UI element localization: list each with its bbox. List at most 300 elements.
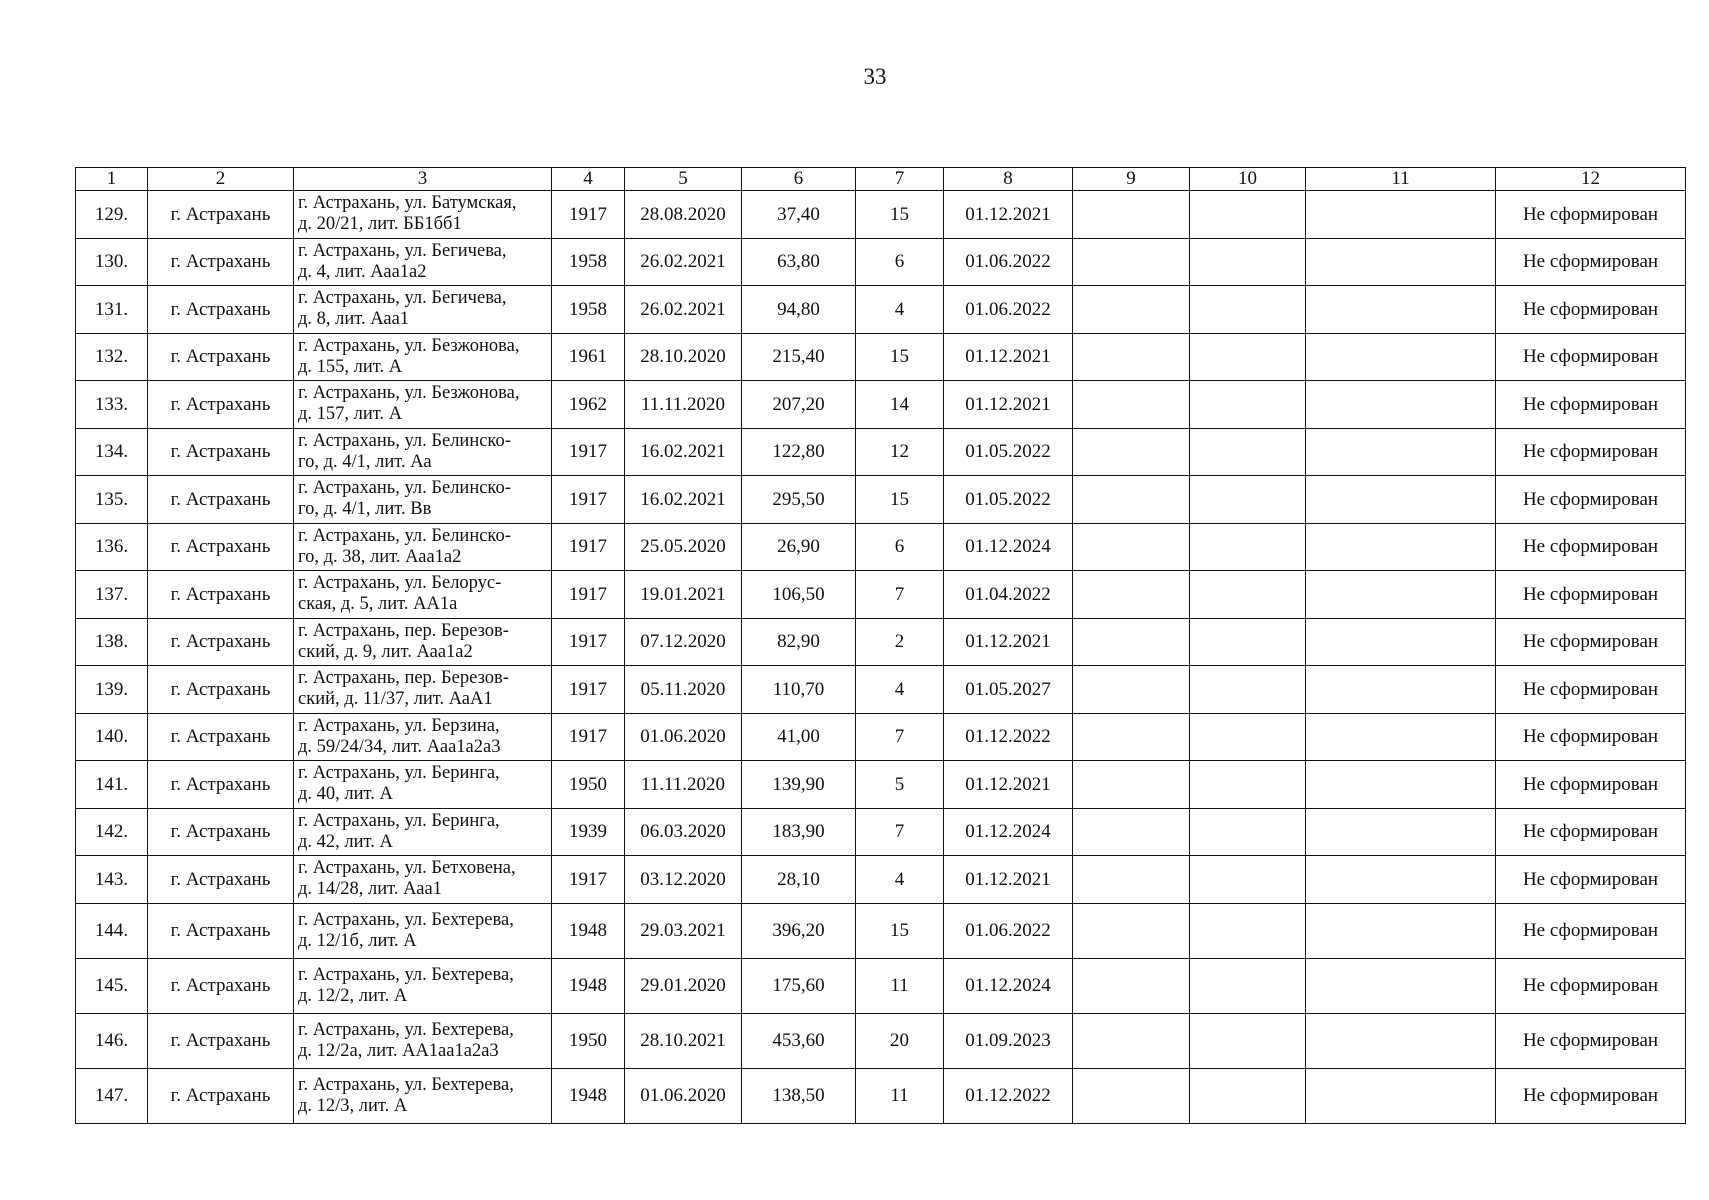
area-cell: 122,80 [742,428,856,476]
column-11-cell [1306,476,1496,524]
column-11-cell [1306,958,1496,1013]
column-11-cell [1306,618,1496,666]
table-row [76,476,1686,524]
column-10-cell [1190,1013,1306,1068]
address-cell [294,958,552,1013]
city-cell: г. Астрахань [148,571,294,619]
address-line: д. 14/28, лит. Ааа1 [298,879,442,900]
year-cell: 1917 [552,476,625,524]
address-line: го, д. 38, лит. Ааа1а2 [298,546,462,567]
column-11-cell [1306,1068,1496,1123]
area-cell: 295,50 [742,476,856,524]
row-number-cell: 146. [76,1013,148,1068]
address-line: г. Астрахань, ул. Безжонова, [298,383,520,404]
area-cell: 28,10 [742,856,856,904]
address-line: г. Астрахань, ул. Бехтерева, [298,1074,514,1095]
column-10-cell [1190,618,1306,666]
table-row [76,958,1686,1013]
address-line: г. Астрахань, пер. Березов- [298,668,509,689]
table-row [76,1013,1686,1068]
address-line: г. Астрахань, ул. Батумская, [298,193,517,214]
city-cell: г. Астрахань [148,618,294,666]
column-10-cell [1190,191,1306,239]
column-9-cell [1073,333,1190,381]
area-cell: 207,20 [742,381,856,429]
deadline-cell: 01.12.2021 [944,761,1073,809]
year-cell: 1917 [552,523,625,571]
address-line: г. Астрахань, ул. Бегичева, [298,240,507,261]
count-cell: 14 [856,381,944,429]
address-cell [294,523,552,571]
deadline-cell: 01.12.2022 [944,713,1073,761]
count-cell: 15 [856,333,944,381]
table-row [76,618,1686,666]
table-row [76,428,1686,476]
address-cell [294,761,552,809]
column-11-cell [1306,381,1496,429]
column-number-row [76,168,1686,191]
column-9-cell [1073,476,1190,524]
deadline-cell: 01.06.2022 [944,903,1073,958]
address-line: д. 12/2а, лит. АА1аа1а2а3 [298,1040,499,1061]
address-cell [294,428,552,476]
city-cell: г. Астрахань [148,476,294,524]
address-line: д. 157, лит. А [298,404,403,425]
date-cell: 01.06.2020 [625,1068,742,1123]
column-9-cell [1073,381,1190,429]
area-cell: 215,40 [742,333,856,381]
address-line: го, д. 4/1, лит. Аа [298,451,432,472]
count-cell: 11 [856,1068,944,1123]
status-cell: Не сформирован [1496,808,1686,856]
status-cell: Не сформирован [1496,713,1686,761]
status-cell: Не сформирован [1496,476,1686,524]
city-cell: г. Астрахань [148,666,294,714]
row-number-cell: 132. [76,333,148,381]
row-number-cell: 135. [76,476,148,524]
count-cell: 15 [856,191,944,239]
year-cell: 1917 [552,618,625,666]
address-line: г. Астрахань, ул. Белинско- [298,430,511,451]
table-row [76,666,1686,714]
count-cell: 2 [856,618,944,666]
column-11-cell [1306,903,1496,958]
address-cell [294,808,552,856]
column-9-cell [1073,958,1190,1013]
address-line: г. Астрахань, ул. Беринга, [298,810,500,831]
city-cell: г. Астрахань [148,333,294,381]
column-10-cell [1190,476,1306,524]
date-cell: 28.10.2020 [625,333,742,381]
registry-table [75,167,1686,1124]
deadline-cell: 01.05.2022 [944,428,1073,476]
status-cell: Не сформирован [1496,958,1686,1013]
date-cell: 26.02.2021 [625,238,742,286]
column-header: 6 [742,168,856,191]
column-9-cell [1073,903,1190,958]
column-header: 10 [1190,168,1306,191]
table-row [76,238,1686,286]
address-line: го, д. 4/1, лит. Вв [298,499,432,520]
column-9-cell [1073,856,1190,904]
date-cell: 01.06.2020 [625,713,742,761]
column-10-cell [1190,381,1306,429]
date-cell: 28.10.2021 [625,1013,742,1068]
area-cell: 138,50 [742,1068,856,1123]
column-header: 7 [856,168,944,191]
row-number-cell: 145. [76,958,148,1013]
city-cell: г. Астрахань [148,1013,294,1068]
address-line: г. Астрахань, ул. Бегичева, [298,288,507,309]
column-header: 5 [625,168,742,191]
date-cell: 05.11.2020 [625,666,742,714]
table-row [76,1068,1686,1123]
column-header: 2 [148,168,294,191]
city-cell: г. Астрахань [148,903,294,958]
count-cell: 11 [856,958,944,1013]
row-number-cell: 147. [76,1068,148,1123]
column-11-cell [1306,856,1496,904]
status-cell: Не сформирован [1496,903,1686,958]
column-11-cell [1306,428,1496,476]
status-cell: Не сформирован [1496,856,1686,904]
row-number-cell: 144. [76,903,148,958]
area-cell: 63,80 [742,238,856,286]
row-number-cell: 129. [76,191,148,239]
date-cell: 07.12.2020 [625,618,742,666]
deadline-cell: 01.12.2021 [944,856,1073,904]
column-11-cell [1306,1013,1496,1068]
count-cell: 5 [856,761,944,809]
city-cell: г. Астрахань [148,856,294,904]
table-row [76,903,1686,958]
column-9-cell [1073,1068,1190,1123]
date-cell: 16.02.2021 [625,476,742,524]
column-9-cell [1073,428,1190,476]
address-line: д. 20/21, лит. ББ1бб1 [298,214,462,235]
page-number: 33 [863,64,887,89]
column-11-cell [1306,808,1496,856]
count-cell: 15 [856,476,944,524]
column-10-cell [1190,523,1306,571]
row-number-cell: 140. [76,713,148,761]
row-number-cell: 143. [76,856,148,904]
deadline-cell: 01.12.2021 [944,333,1073,381]
address-cell [294,856,552,904]
column-11-cell [1306,238,1496,286]
city-cell: г. Астрахань [148,713,294,761]
status-cell: Не сформирован [1496,666,1686,714]
deadline-cell: 01.12.2021 [944,381,1073,429]
table-row [76,191,1686,239]
address-line: г. Астрахань, ул. Бетховена, [298,858,516,879]
address-cell [294,191,552,239]
city-cell: г. Астрахань [148,808,294,856]
address-line: ский, д. 9, лит. Ааа1а2 [298,641,473,662]
status-cell: Не сформирован [1496,523,1686,571]
column-10-cell [1190,1068,1306,1123]
column-9-cell [1073,666,1190,714]
address-line: д. 12/3, лит. А [298,1095,408,1116]
address-cell [294,333,552,381]
count-cell: 7 [856,808,944,856]
row-number-cell: 130. [76,238,148,286]
column-10-cell [1190,666,1306,714]
address-line: д. 59/24/34, лит. Ааа1а2а3 [298,736,501,757]
address-cell [294,286,552,334]
year-cell: 1939 [552,808,625,856]
city-cell: г. Астрахань [148,381,294,429]
area-cell: 94,80 [742,286,856,334]
address-cell [294,1068,552,1123]
column-header: 12 [1496,168,1686,191]
column-11-cell [1306,333,1496,381]
year-cell: 1917 [552,666,625,714]
column-9-cell [1073,191,1190,239]
address-line: д. 155, лит. А [298,356,403,377]
area-cell: 37,40 [742,191,856,239]
city-cell: г. Астрахань [148,1068,294,1123]
area-cell: 82,90 [742,618,856,666]
address-line: д. 12/2, лит. А [298,985,408,1006]
city-cell: г. Астрахань [148,238,294,286]
address-cell [294,238,552,286]
date-cell: 03.12.2020 [625,856,742,904]
address-cell [294,571,552,619]
area-cell: 396,20 [742,903,856,958]
date-cell: 26.02.2021 [625,286,742,334]
address-line: ский, д. 11/37, лит. АаА1 [298,689,493,710]
address-line: д. 8, лит. Ааа1 [298,309,410,330]
count-cell: 7 [856,713,944,761]
deadline-cell: 01.05.2022 [944,476,1073,524]
area-cell: 106,50 [742,571,856,619]
row-number-cell: 137. [76,571,148,619]
status-cell: Не сформирован [1496,381,1686,429]
column-10-cell [1190,903,1306,958]
count-cell: 7 [856,571,944,619]
address-line: г. Астрахань, ул. Белинско- [298,525,511,546]
table-row [76,856,1686,904]
address-cell [294,381,552,429]
status-cell: Не сформирован [1496,333,1686,381]
column-11-cell [1306,286,1496,334]
row-number-cell: 141. [76,761,148,809]
row-number-cell: 142. [76,808,148,856]
address-line: г. Астрахань, ул. Безжонова, [298,335,520,356]
address-cell [294,713,552,761]
address-line: г. Астрахань, ул. Белинско- [298,478,511,499]
column-header: 9 [1073,168,1190,191]
column-9-cell [1073,523,1190,571]
status-cell: Не сформирован [1496,618,1686,666]
city-cell: г. Астрахань [148,286,294,334]
status-cell: Не сформирован [1496,761,1686,809]
date-cell: 16.02.2021 [625,428,742,476]
year-cell: 1950 [552,1013,625,1068]
area-cell: 183,90 [742,808,856,856]
column-10-cell [1190,333,1306,381]
column-9-cell [1073,713,1190,761]
table-row [76,571,1686,619]
area-cell: 175,60 [742,958,856,1013]
city-cell: г. Астрахань [148,191,294,239]
column-10-cell [1190,808,1306,856]
date-cell: 11.11.2020 [625,381,742,429]
column-9-cell [1073,1013,1190,1068]
count-cell: 20 [856,1013,944,1068]
column-10-cell [1190,286,1306,334]
area-cell: 41,00 [742,713,856,761]
row-number-cell: 134. [76,428,148,476]
column-10-cell [1190,428,1306,476]
row-number-cell: 139. [76,666,148,714]
column-header: 8 [944,168,1073,191]
year-cell: 1948 [552,903,625,958]
row-number-cell: 136. [76,523,148,571]
deadline-cell: 01.06.2022 [944,286,1073,334]
deadline-cell: 01.12.2022 [944,1068,1073,1123]
deadline-cell: 01.05.2027 [944,666,1073,714]
address-line: д. 40, лит. А [298,784,393,805]
deadline-cell: 01.12.2021 [944,618,1073,666]
city-cell: г. Астрахань [148,523,294,571]
address-cell [294,903,552,958]
date-cell: 28.08.2020 [625,191,742,239]
area-cell: 110,70 [742,666,856,714]
count-cell: 4 [856,856,944,904]
column-10-cell [1190,571,1306,619]
date-cell: 06.03.2020 [625,808,742,856]
address-line: ская, д. 5, лит. АА1а [298,594,458,615]
status-cell: Не сформирован [1496,286,1686,334]
status-cell: Не сформирован [1496,238,1686,286]
year-cell: 1962 [552,381,625,429]
column-9-cell [1073,808,1190,856]
column-header: 1 [76,168,148,191]
table-row [76,761,1686,809]
column-header: 11 [1306,168,1496,191]
date-cell: 29.03.2021 [625,903,742,958]
column-9-cell [1073,571,1190,619]
count-cell: 6 [856,238,944,286]
date-cell: 19.01.2021 [625,571,742,619]
column-11-cell [1306,761,1496,809]
row-number-cell: 138. [76,618,148,666]
column-9-cell [1073,761,1190,809]
address-cell [294,666,552,714]
count-cell: 4 [856,666,944,714]
column-10-cell [1190,713,1306,761]
area-cell: 453,60 [742,1013,856,1068]
address-cell [294,476,552,524]
column-10-cell [1190,856,1306,904]
deadline-cell: 01.12.2024 [944,808,1073,856]
year-cell: 1917 [552,191,625,239]
status-cell: Не сформирован [1496,428,1686,476]
date-cell: 11.11.2020 [625,761,742,809]
column-header: 3 [294,168,552,191]
city-cell: г. Астрахань [148,958,294,1013]
count-cell: 6 [856,523,944,571]
address-line: г. Астрахань, ул. Берзина, [298,715,500,736]
count-cell: 12 [856,428,944,476]
table-row [76,713,1686,761]
year-cell: 1961 [552,333,625,381]
area-cell: 139,90 [742,761,856,809]
table-row [76,523,1686,571]
column-header: 4 [552,168,625,191]
column-11-cell [1306,571,1496,619]
count-cell: 4 [856,286,944,334]
year-cell: 1917 [552,856,625,904]
column-10-cell [1190,761,1306,809]
date-cell: 29.01.2020 [625,958,742,1013]
deadline-cell: 01.06.2022 [944,238,1073,286]
address-line: г. Астрахань, ул. Бехтерева, [298,964,514,985]
deadline-cell: 01.09.2023 [944,1013,1073,1068]
table-row [76,333,1686,381]
column-11-cell [1306,523,1496,571]
table-row [76,381,1686,429]
city-cell: г. Астрахань [148,761,294,809]
column-9-cell [1073,618,1190,666]
address-line: д. 4, лит. Ааа1а2 [298,261,427,282]
row-number-cell: 131. [76,286,148,334]
address-line: г. Астрахань, пер. Березов- [298,620,509,641]
column-10-cell [1190,238,1306,286]
year-cell: 1948 [552,1068,625,1123]
year-cell: 1917 [552,713,625,761]
table-row [76,286,1686,334]
status-cell: Не сформирован [1496,1013,1686,1068]
address-line: г. Астрахань, ул. Белорус- [298,573,502,594]
date-cell: 25.05.2020 [625,523,742,571]
year-cell: 1917 [552,571,625,619]
year-cell: 1958 [552,238,625,286]
column-11-cell [1306,666,1496,714]
address-line: г. Астрахань, ул. Беринга, [298,763,500,784]
year-cell: 1948 [552,958,625,1013]
deadline-cell: 01.12.2021 [944,191,1073,239]
deadline-cell: 01.04.2022 [944,571,1073,619]
column-10-cell [1190,958,1306,1013]
row-number-cell: 133. [76,381,148,429]
address-line: д. 12/1б, лит. А [298,930,417,951]
column-11-cell [1306,191,1496,239]
status-cell: Не сформирован [1496,191,1686,239]
deadline-cell: 01.12.2024 [944,523,1073,571]
status-cell: Не сформирован [1496,571,1686,619]
address-line: д. 42, лит. А [298,831,393,852]
address-line: г. Астрахань, ул. Бехтерева, [298,909,514,930]
count-cell: 15 [856,903,944,958]
column-9-cell [1073,286,1190,334]
address-cell [294,618,552,666]
year-cell: 1950 [552,761,625,809]
column-9-cell [1073,238,1190,286]
year-cell: 1917 [552,428,625,476]
column-11-cell [1306,713,1496,761]
city-cell: г. Астрахань [148,428,294,476]
year-cell: 1958 [552,286,625,334]
address-cell [294,1013,552,1068]
table-body [76,191,1686,1124]
address-line: г. Астрахань, ул. Бехтерева, [298,1019,514,1040]
deadline-cell: 01.12.2024 [944,958,1073,1013]
status-cell: Не сформирован [1496,1068,1686,1123]
area-cell: 26,90 [742,523,856,571]
